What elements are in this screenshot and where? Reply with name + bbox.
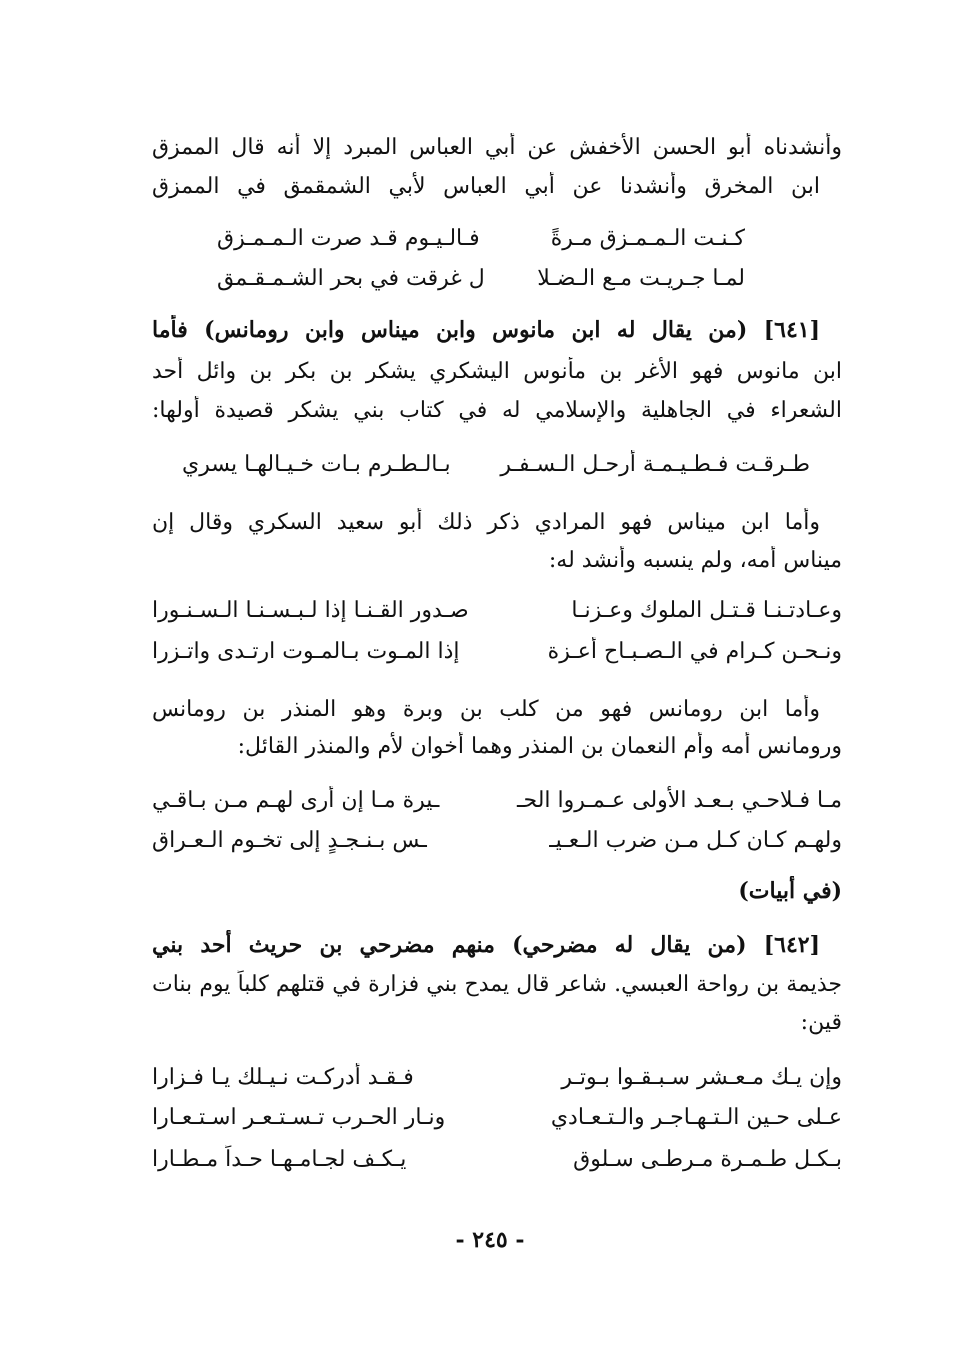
paragraph-line: جذيمة بن رواحة العبسي. شاعر قال يمدح بني فزارة في قتلهم كلباً يوم بنات — [152, 972, 842, 997]
verse-first-hemistich: عـلى حـين الـتـهـاجـر والـتـعـادي — [550, 1105, 842, 1130]
verse-line — [152, 826, 842, 856]
paragraph-line: ابن المخرق وأنشدنا عن أبي العباس لأبي الشمقمق في الممزق — [152, 174, 820, 199]
verse-second-hemistich: إذا المـوت بـالمـوت ارتـدى واتـزرا — [152, 639, 460, 664]
verse-first-hemistich: كـنـت الـمـمـزق مـرةً — [550, 226, 745, 251]
verse-line — [182, 450, 810, 480]
verse-first-hemistich: وإن يـك مـعـشر سـبـقـوا بـوتـر — [561, 1065, 842, 1090]
section-heading-line: [٦٤١] (من يقال له ابن مانوس وابن ميناس وابن رومانس) فأما — [152, 317, 820, 343]
verse-second-hemistich: فـقـد أدركـت نـيـلك يـا فـزارا — [152, 1065, 414, 1090]
paragraph-line: ابن مانوس فهو الأغر بن مأنوس اليشكري يشكر بن بكر بن وائل أحد — [152, 359, 842, 384]
paragraph-line: الشعراء في الجاهلية والإسلامي له في كتاب بني يشكر قصيدة أولها: — [152, 398, 842, 423]
verse-first-hemistich: طـرقـت فـطـيـمـة أرحـل الـسـفـر — [500, 452, 810, 477]
verse-first-hemistich: ولهـم كـان كـل مـن ضرب الـعـيـ — [549, 828, 842, 853]
paragraph-line: ميناس أمه، ولم ينسبه وأنشد له: — [548, 548, 842, 573]
verse-first-hemistich: مـا فـلاحـي بـعـد الأولى عـمـروا الحـ — [517, 788, 842, 813]
verse-line — [217, 264, 745, 294]
verse-line — [152, 1145, 842, 1175]
paragraph-line: وأنشدناه أبو الحسن الأخفش عن أبي العباس المبرد إلا أنه قال الممزق — [152, 135, 842, 160]
section-heading-line: [٦٤٢] (من يقال له مضرحي) منهم مضرحي بن حريث أحد بني — [152, 932, 820, 958]
paragraph-line: ورومانس أمه وأم النعمان بن المنذر وهما أخوان لأم والمنذر القائل: — [237, 734, 842, 759]
verse-line — [152, 786, 842, 816]
verse-line — [217, 224, 745, 254]
page-number: - ٢٤٥ - — [455, 1227, 525, 1253]
verse-first-hemistich: ونـحـن كـرام في الـصـبـاح أعـزة — [547, 639, 842, 664]
verse-first-hemistich: بـكـل طـمـرة مـرطـى سـلوق — [573, 1147, 842, 1172]
paragraph-line: وأما ابن رومانس فهو من كلب بن وبرة وهو المنذر بن رومانس — [152, 697, 820, 722]
verse-second-hemistich: ل غرقت في بحر الشـمـقـمق — [217, 266, 485, 291]
verse-line — [152, 596, 842, 626]
verse-line — [152, 1103, 842, 1133]
paragraph-line: وأما ابن ميناس فهو المرادي ذكر ذلك أبو سعيد السكري وقال إن — [152, 510, 820, 535]
verse-first-hemistich: وعـادتـنـا قـتـل الملوك وعـزنـا — [571, 598, 842, 623]
verse-second-hemistich: فـالـيـوم قـد صرت الـمـمـزق — [217, 226, 480, 251]
note-line: (في أبيات) — [738, 878, 842, 904]
paragraph-line: قين: — [800, 1010, 842, 1035]
verse-second-hemistich: يـكـف لجـامـهـا حـداً مـطـارا — [152, 1147, 407, 1172]
verse-first-hemistich: لمـا جـريـت مـع الـضـلا — [537, 266, 745, 291]
verse-second-hemistich: ـيرة مـا إن أرى لهـم مـن بـاقـي — [152, 788, 440, 813]
verse-second-hemistich: صـدور القـنـا إذا لـبـسـنـا الـسـنـورا — [152, 598, 469, 623]
verse-second-hemistich: ونـار الحـرب تـسـتـعـر اسـتـعـارا — [152, 1105, 446, 1130]
verse-line — [152, 1063, 842, 1093]
verse-second-hemistich: ـس بـنـجـدٍ إلى تخـوم الـعـراق — [152, 828, 427, 853]
verse-line — [152, 637, 842, 667]
verse-second-hemistich: بـالـطـرم بـات خـيـالهـا يسري — [182, 452, 451, 477]
